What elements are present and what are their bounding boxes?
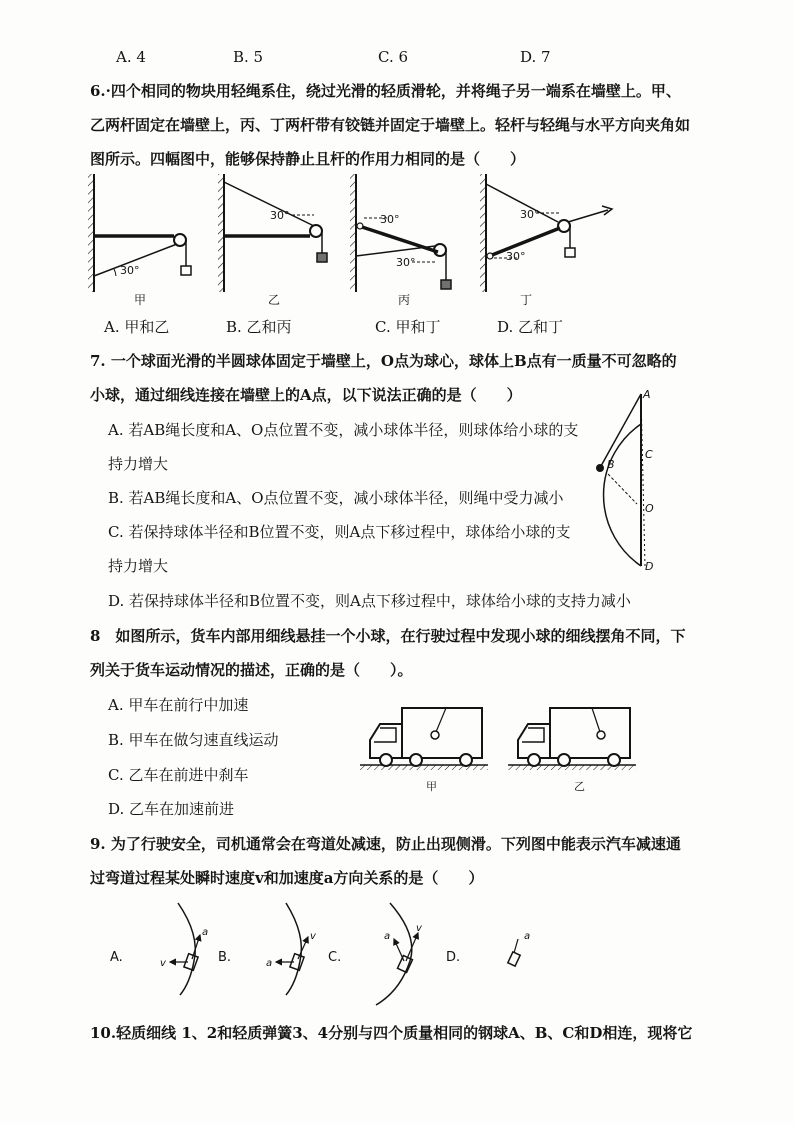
q9-letter-c: C. xyxy=(328,950,342,965)
q8-option-b: B. 甲车在做匀速直线运动 xyxy=(108,731,279,749)
q8-truck-jia xyxy=(360,708,488,793)
q6-label-bing: 丙 xyxy=(398,293,411,307)
q9-option-d-diagram xyxy=(446,931,530,966)
q9-option-b-diagram xyxy=(218,903,317,995)
q9-a-vec-a: a xyxy=(202,927,209,938)
q5-option-b: B. 5 xyxy=(233,48,264,66)
q6-option-d: D. 乙和丁 xyxy=(497,318,564,336)
q7-point-o: O xyxy=(645,502,654,515)
q9-d-vec-a: a xyxy=(524,931,531,942)
q7-hemisphere-diagram xyxy=(575,386,665,576)
q6-label-jia: 甲 xyxy=(134,293,147,307)
q7-point-b: B xyxy=(607,458,615,471)
q8-option-c: C. 乙车在前进中刹车 xyxy=(108,766,249,784)
q5-option-c: C. 6 xyxy=(378,48,409,66)
q6-angle-ding-top: 30° xyxy=(520,208,540,221)
q8-stem-line-2: 列关于货车运动情况的描述，正确的是（ ）。 xyxy=(90,661,413,679)
q9-option-a-diagram xyxy=(110,903,208,995)
q8-truck-yi xyxy=(508,708,636,793)
q7-point-a: A xyxy=(643,388,651,401)
q7-option-a-line-2: 持力增大 xyxy=(108,455,169,473)
q6-pulley-diagrams xyxy=(80,168,620,313)
q5-option-a: A. 4 xyxy=(116,48,146,66)
q7-stem-line-2: 小球，通过细线连接在墙壁上的A点，以下说法正确的是（ ） xyxy=(90,386,522,404)
q9-letter-d: D. xyxy=(446,950,461,965)
q7-point-d: D xyxy=(645,560,654,573)
q5-option-d: D. 7 xyxy=(520,48,551,66)
q6-fig-bing xyxy=(350,174,451,307)
q6-fig-yi xyxy=(218,174,327,307)
q7-stem-line-1: 7. 一个球面光滑的半圆球体固定于墙壁上，O点为球心，球体上B点有一质量不可忽略的 xyxy=(90,352,677,370)
q9-b-vec-a: a xyxy=(266,958,273,969)
q6-angle-bing-bottom: 30° xyxy=(396,256,416,269)
q6-angle-bing-top: 30° xyxy=(380,213,400,226)
q6-stem-line-2: 乙两杆固定在墙壁上，丙、丁两杆带有铰链并固定于墙壁上。轻杆与轻绳与水平方向夹角如 xyxy=(90,116,691,134)
q7-option-a-line-1: A. 若AB绳长度和A、O点位置不变，减小球体半径，则球体给小球的支 xyxy=(108,421,579,439)
q6-angle-yi: 30° xyxy=(270,209,290,222)
q6-fig-jia xyxy=(88,174,191,307)
q6-option-a: A. 甲和乙 xyxy=(104,318,170,336)
q8-label-yi: 乙 xyxy=(574,780,585,793)
q6-stem-line-3: 图所示。四幅图中，能够保持静止且杆的作用力相同的是（ ） xyxy=(90,150,526,168)
q7-option-c-line-1: C. 若保持球体半径和B位置不变，则A点下移过程中，球体给小球的支 xyxy=(108,523,571,541)
q9-option-c-diagram xyxy=(328,903,423,1005)
q9-letter-a: A. xyxy=(110,950,123,965)
q7-point-c: C xyxy=(645,448,653,461)
q9-c-vec-a: a xyxy=(384,931,391,942)
q6-fig-ding xyxy=(480,174,612,307)
q6-angle-jia: 30° xyxy=(120,264,140,277)
q9-letter-b: B. xyxy=(218,950,232,965)
q8-label-jia: 甲 xyxy=(426,780,437,793)
q9-c-vec-v: v xyxy=(416,923,422,934)
q6-option-b: B. 乙和丙 xyxy=(226,318,292,336)
q8-option-a: A. 甲车在前行中加速 xyxy=(108,696,249,714)
q7-option-d: D. 若保持球体半径和B位置不变，则A点下移过程中，球体给小球的支持力减小 xyxy=(108,592,631,610)
q6-angle-ding-bottom: 30° xyxy=(506,250,526,263)
q9-a-vec-v: v xyxy=(160,958,166,969)
q9-stem-line-1: 9. 为了行驶安全，司机通常会在弯道处减速，防止出现侧滑。下列图中能表示汽车减速通 xyxy=(90,835,681,853)
q9-curve-diagrams xyxy=(100,895,560,1010)
q10-stem-line-1: 10.轻质细线 1、2和轻质弹簧3、4分别与四个质量相同的钢球A、B、C和D相连，现将它 xyxy=(90,1024,693,1042)
q9-b-vec-v: v xyxy=(310,931,316,942)
q6-label-ding: 丁 xyxy=(520,293,533,307)
q9-stem-line-2: 过弯道过程某处瞬时速度v和加速度a方向关系的是（ ） xyxy=(90,869,484,887)
q8-truck-diagrams xyxy=(356,696,656,800)
q8-option-d: D. 乙车在加速前进 xyxy=(108,800,235,818)
q6-label-yi: 乙 xyxy=(268,293,281,307)
q8-stem-line-1: 8 如图所示，货车内部用细线悬挂一个小球，在行驶过程中发现小球的细线摆角不同，下 xyxy=(90,627,686,645)
q7-option-b: B. 若AB绳长度和A、O点位置不变，减小球体半径，则绳中受力减小 xyxy=(108,489,564,507)
q6-stem-line-1: 6.·四个相同的物块用轻绳系住，绕过光滑的轻质滑轮，并将绳子另一端系在墙壁上。甲、 xyxy=(90,82,681,100)
q6-option-c: C. 甲和丁 xyxy=(375,318,441,336)
q7-option-c-line-2: 持力增大 xyxy=(108,557,169,575)
